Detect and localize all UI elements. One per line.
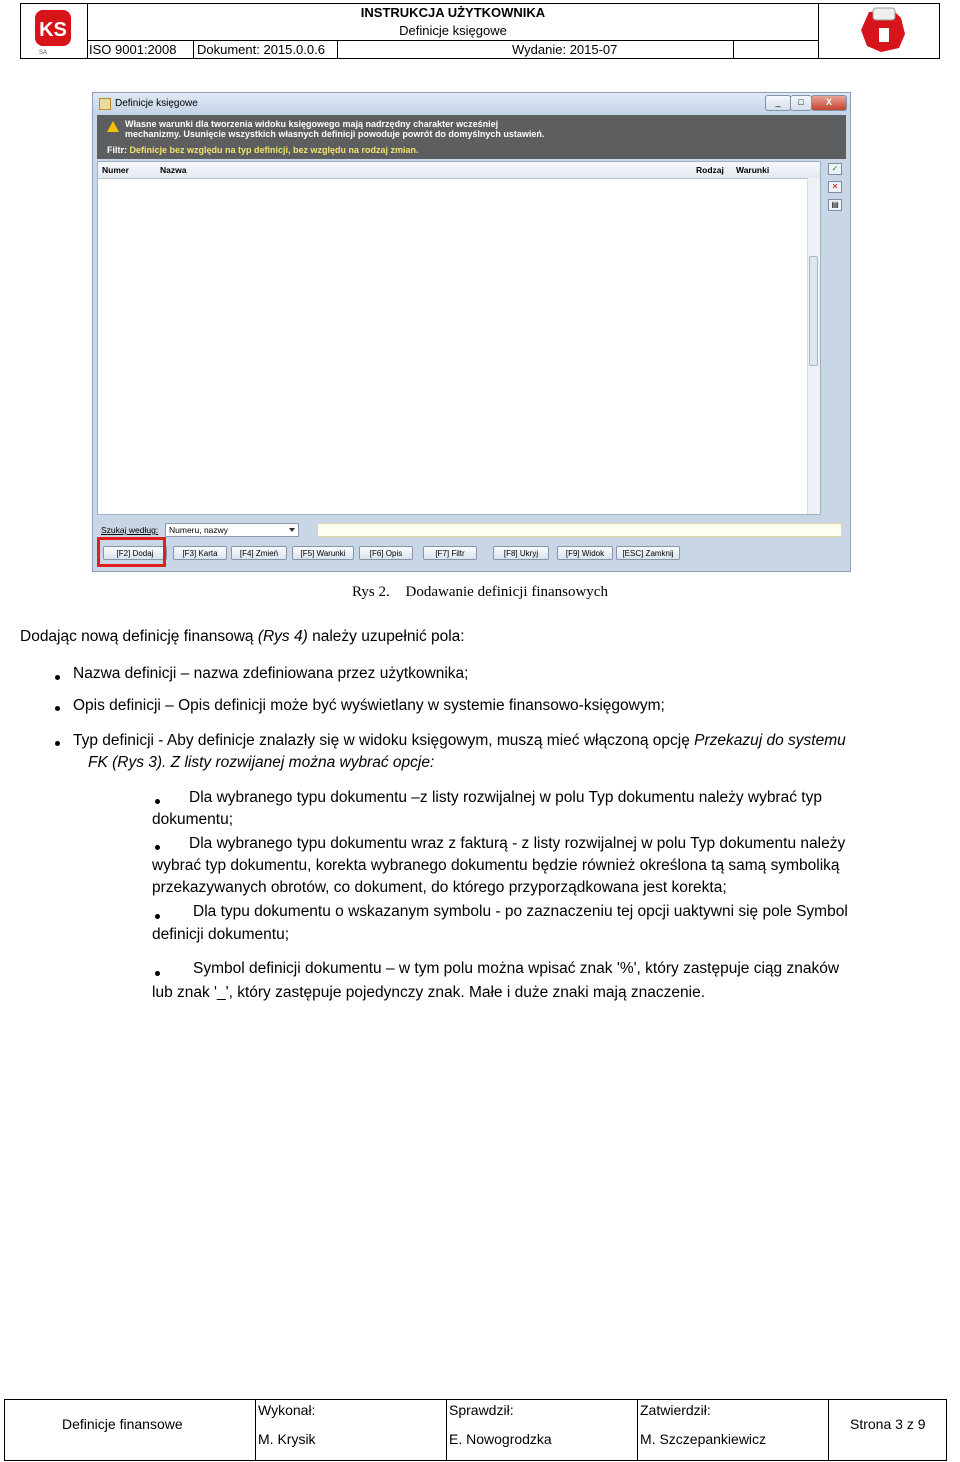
figure-number: Rys 2. bbox=[352, 584, 390, 600]
intro-figure-ref: (Rys 4) bbox=[257, 628, 308, 645]
document-title: INSTRUKCJA UŻYTKOWNIKA bbox=[360, 5, 546, 20]
option-2-line-2: wybrać typ dokumentu, korekta wybranego dokumentu będzie również określona tą samą symboliką bbox=[152, 857, 840, 874]
footer-document: Definicje finansowe bbox=[62, 1416, 183, 1432]
svg-text:KS: KS bbox=[39, 19, 67, 41]
close-window-button[interactable]: [ESC] Zamknij bbox=[616, 546, 680, 560]
edition-label: Wydanie: 2015-07 bbox=[512, 42, 618, 57]
footer-approved-label: Zatwierdził: bbox=[640, 1402, 711, 1418]
filter-button[interactable]: [F7] Filtr bbox=[423, 546, 477, 560]
iso-label: ISO 9001:2008 bbox=[89, 42, 177, 57]
confirm-icon[interactable]: ✓ bbox=[828, 163, 842, 175]
banner-line-1: Własne warunki dla tworzenia widoku księgowego mają nadrzędny charakter wcześniej bbox=[125, 119, 499, 129]
intro-text: Dodając nową definicję finansową bbox=[20, 628, 258, 645]
banner-line-2: mechanizmy. Usunięcie wszystkich własnych definicji powoduje powrót do domyślnych ustawień. bbox=[125, 129, 545, 139]
option-1-line-2: dokumentu; bbox=[152, 811, 233, 828]
type-text-cont: FK (Rys 3). Z listy rozwijanej można wybrać opcje: bbox=[88, 754, 435, 771]
document-number: Dokument: 2015.0.0.6 bbox=[197, 42, 325, 57]
page-number: Strona 3 z 9 bbox=[850, 1416, 926, 1432]
option-3-line-1: Dla typu dokumentu o wskazanym symbolu - po zaznaczeniu tej opcji uaktywni się pole Symbol bbox=[193, 903, 848, 920]
window-title: Definicje księgowe bbox=[115, 98, 198, 109]
search-select-value: Numeru, nazwy bbox=[169, 525, 229, 535]
close-button[interactable]: X bbox=[811, 95, 847, 111]
add-button[interactable]: [F2] Dodaj bbox=[103, 546, 167, 560]
list-item-name: Nazwa definicji – nazwa zdefiniowana przez użytkownika; bbox=[73, 665, 469, 682]
option-1-line-1: Dla wybranego typu dokumentu –z listy rozwijalnej w polu Typ dokumentu należy wybrać typ bbox=[189, 789, 822, 806]
view-button[interactable]: [F9] Widok bbox=[557, 546, 613, 560]
svg-text:SA: SA bbox=[39, 50, 48, 56]
footer-made-by: M. Krysik bbox=[258, 1431, 316, 1447]
footer-checked-label: Sprawdził: bbox=[449, 1402, 514, 1418]
search-label: Szukaj według: bbox=[101, 525, 159, 535]
filter-value: Definicje bez względu na typ definicji, bez względu na rodzaj zmian. bbox=[129, 145, 419, 155]
document-subtitle: Definicje księgowe bbox=[87, 22, 819, 41]
column-nazwa[interactable]: Nazwa bbox=[160, 165, 187, 175]
figure-title: Dodawanie definicji finansowych bbox=[405, 584, 608, 600]
column-rodzaj[interactable]: Rodzaj bbox=[696, 165, 724, 175]
column-warunki[interactable]: Warunki bbox=[736, 165, 770, 175]
option-2-line-3: przekazywanych obrotów, co dokument, do którego przyporządkowana jest korekta; bbox=[152, 879, 727, 896]
column-numer[interactable]: Numer bbox=[102, 165, 129, 175]
footer-made-label: Wykonał: bbox=[258, 1402, 316, 1418]
option-3-line-2: definicji dokumentu; bbox=[152, 926, 289, 943]
card-button[interactable]: [F3] Karta bbox=[173, 546, 227, 560]
maximize-button[interactable]: □ bbox=[790, 95, 812, 111]
conditions-button[interactable]: [F5] Warunki bbox=[292, 546, 354, 560]
minimize-button[interactable]: _ bbox=[765, 95, 791, 111]
intro-text-end: należy uzupełnić pola: bbox=[307, 628, 465, 645]
filter-label: Filtr: bbox=[107, 145, 127, 155]
list-item-description: Opis definicji – Opis definicji może być wyświetlany w systemie finansowo-księgowym; bbox=[73, 697, 665, 714]
footer-approved-by: M. Szczepankiewicz bbox=[640, 1431, 767, 1447]
change-button[interactable]: [F4] Zmień bbox=[231, 546, 287, 560]
footer-checked-by: E. Nowogrodzka bbox=[449, 1431, 552, 1447]
type-text: Typ definicji - Aby definicje znalazły się w widoku księgowym, muszą mieć włączoną opcję bbox=[73, 732, 695, 749]
type-option-name: Przekazuj do systemu bbox=[694, 732, 846, 749]
hide-button[interactable]: [F8] Ukryj bbox=[493, 546, 549, 560]
option-2-line-1: Dla wybranego typu dokumentu wraz z fakturą - z listy rozwijalnej w polu Typ dokumentu należy bbox=[189, 835, 846, 852]
symbol-line-1: Symbol definicji dokumentu – w tym polu można wpisać znak '%', który zastępuje ciąg znaków bbox=[193, 960, 840, 977]
description-button[interactable]: [F6] Opis bbox=[359, 546, 413, 560]
symbol-line-2: lub znak '_', który zastępuje pojedynczy znak. Małe i duże znaki mają znaczenie. bbox=[152, 984, 706, 1001]
delete-icon[interactable]: ✕ bbox=[828, 181, 842, 193]
window-list-icon[interactable]: ▤ bbox=[828, 199, 842, 211]
